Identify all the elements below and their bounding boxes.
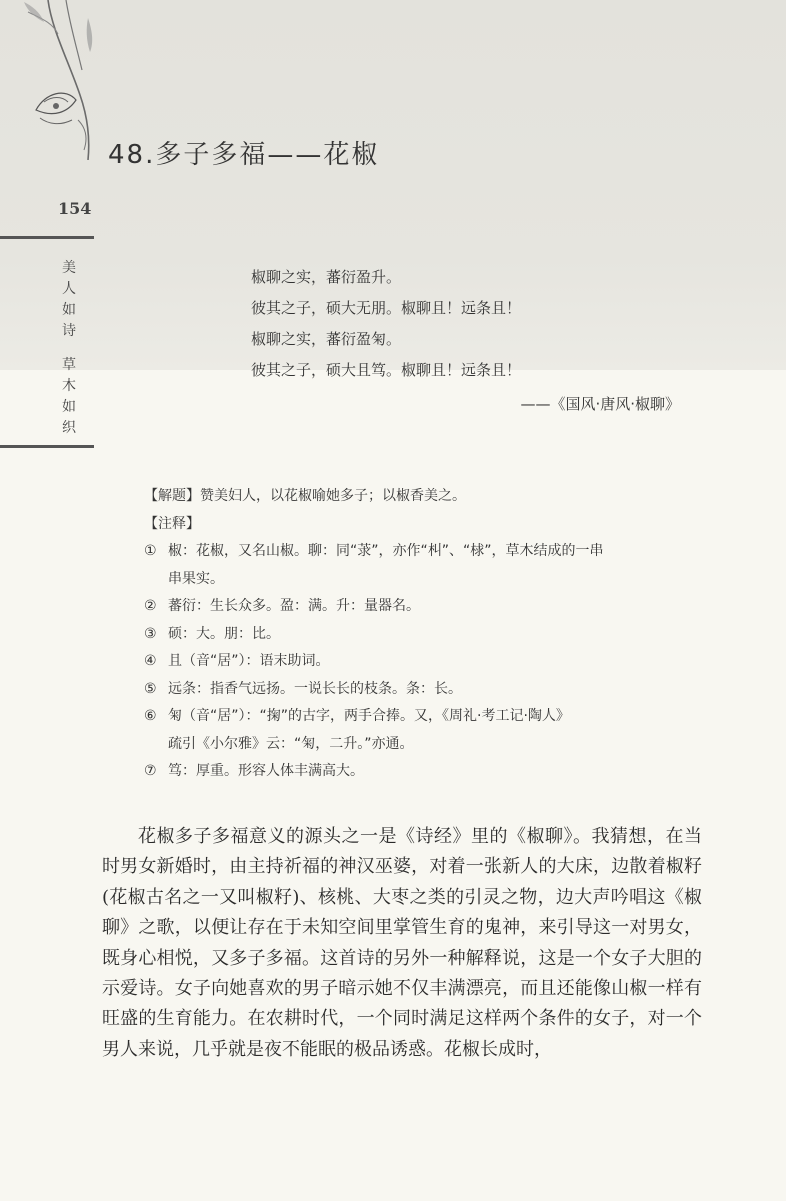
note-number: ③: [144, 625, 157, 642]
poem-line: 椒聊之实，蕃衍盈匊。: [251, 330, 402, 348]
note-item: [144, 703, 704, 758]
note-text: 硕：大。朋：比。: [168, 625, 280, 642]
note-number: ①: [144, 543, 157, 559]
poem-line: 椒聊之实，蕃衍盈升。: [251, 268, 402, 286]
note-text: 椒：花椒，又名山椒。聊：同“莍”，亦作“朻”、“梂”，草木结成的一串: [168, 543, 604, 559]
body-paragraph: 花椒多子多福意义的源头之一是《诗经》里的《椒聊》。我猜想，在当时男女新婚时，由主持祈福的神汉巫婆，对着一张新人的大床，边散着椒籽(花椒古名之一又叫椒籽)、核桃、大枣之类的引灵之物，边大声吟唱这《椒聊》之歌，以便让存在于未知空间里掌管生育的鬼神，来引导这一对男女，既身心相悦，又多子多福。这首诗的另外一种解释说，这是一个女子大胆的示爱诗。女子向她喜欢的男子暗示她不仅丰满漂亮，而且还能像山椒一样有旺盛的生育能力。在农耕时代，一个同时满足这样两个条件的女子，对一个男人来说，几乎就是夜不能眠的极品诱惑。花椒长成时，: [102, 826, 702, 1060]
flower-illustration: [18, 0, 108, 160]
note-number: ⑤: [144, 680, 157, 697]
note-text: 远条：指香气远扬。一说长长的枝条。条：长。: [168, 680, 462, 697]
poem-line: 彼其之子，硕大无朋。椒聊且！远条且！: [251, 299, 522, 317]
poem-source: ——《国风·唐风·椒聊》: [520, 395, 680, 413]
note-text: 蕃衍：生长众多。盈：满。升：量器名。: [168, 598, 420, 614]
note-number: ②: [144, 598, 157, 614]
page-number: 154: [58, 199, 92, 218]
note-text: 笃：厚重。形容人体丰满高大。: [168, 763, 364, 779]
page-edge: [786, 0, 800, 1201]
note-text-continued: 串果实。: [168, 570, 224, 587]
note-number: ④: [144, 653, 157, 669]
note-item: [144, 593, 704, 621]
note-item: [144, 538, 704, 593]
notes-section: [144, 483, 704, 786]
note-item: [144, 621, 704, 649]
side-char: 木: [62, 378, 76, 394]
side-char: 草: [62, 357, 76, 373]
side-char: 诗: [62, 323, 76, 339]
poem: [251, 262, 521, 386]
note-number: ⑦: [144, 763, 157, 779]
note-number: ⑥: [144, 708, 157, 724]
bottom-rule: [0, 445, 94, 448]
side-char: 如: [62, 399, 76, 415]
poem-line: 彼其之子，硕大且笃。椒聊且！远条且！: [251, 361, 522, 379]
note-item: [144, 648, 704, 676]
side-char: 人: [62, 281, 76, 297]
note-item: [144, 758, 704, 786]
jieti-note: 【解题】赞美妇人，以花椒喻她多子；以椒香美之。: [144, 488, 466, 504]
body-text: [102, 822, 702, 1065]
note-text-continued: 疏引《小尔雅》云：“匊，二升。”亦通。: [168, 735, 414, 752]
zhushi-heading: 【注释】: [144, 515, 200, 532]
side-char: 如: [62, 302, 76, 318]
note-text: 匊（音“居”）：“掬”的古字，两手合捧。又，《周礼·考工记·陶人》: [168, 708, 570, 724]
side-char: 织: [62, 420, 76, 436]
note-text: 且（音“居”）：语末助词。: [168, 653, 330, 669]
side-char: 美: [62, 260, 76, 276]
note-item: [144, 676, 704, 704]
page-title: 48.多子多福——花椒: [108, 140, 380, 170]
top-rule: [0, 236, 94, 239]
side-caption: [60, 258, 78, 439]
